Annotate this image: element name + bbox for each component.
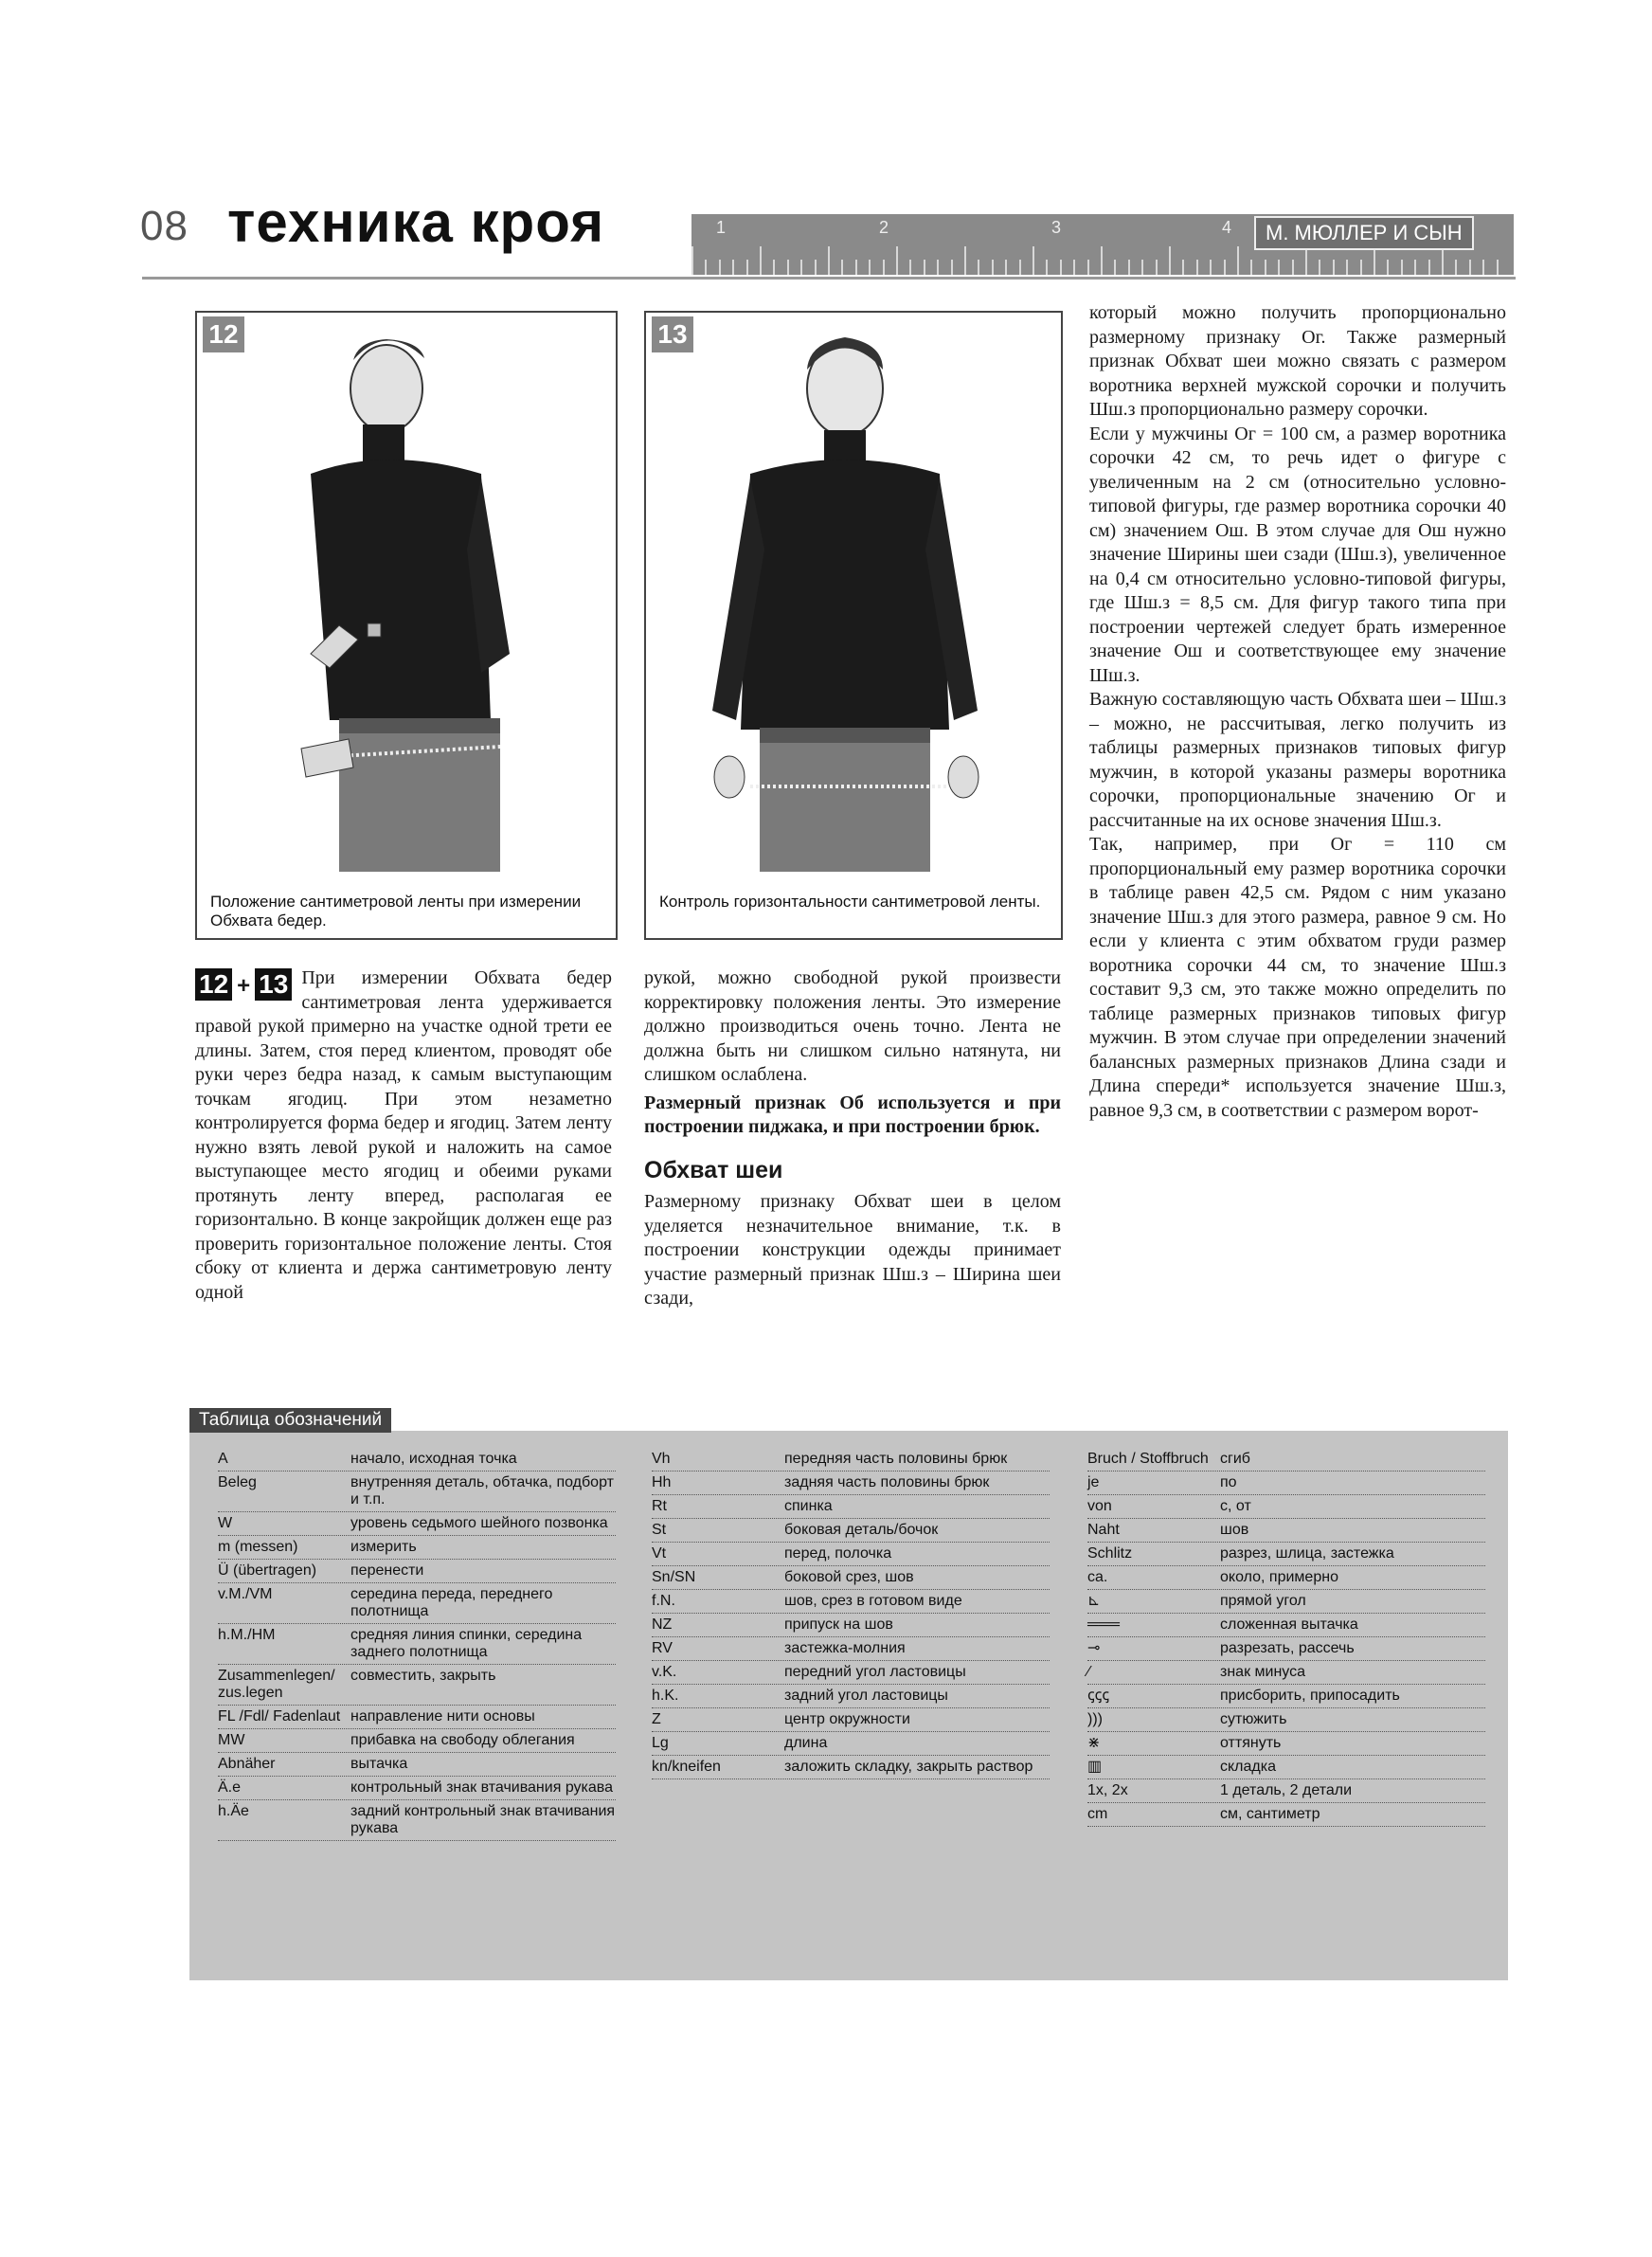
plus-sign: + (237, 973, 251, 999)
paragraph: Размерному признаку Обхват шеи в целом уделяется незначительное внимание, т.к. в построении конструкции одежды принимает участие размерный признак Шш.з – Ширина шеи сзади, (644, 1191, 1061, 1309)
legend-value: центр окружности (784, 1711, 910, 1727)
ruler-tick (1237, 246, 1239, 275)
legend-key: Abnäher (218, 1756, 276, 1772)
legend-value: передний угол ластовицы (784, 1664, 966, 1680)
figure-caption: Положение сантиметровой ленты при измерении Обхвата бедер. (210, 893, 582, 930)
legend-value: оттянуть (1220, 1735, 1282, 1751)
text-column-1 (195, 966, 612, 1305)
legend-row (1087, 1590, 1485, 1614)
legend-row (1087, 1661, 1485, 1685)
legend-key: je (1087, 1474, 1100, 1490)
ruler-tick (964, 246, 966, 275)
legend-row (1087, 1779, 1485, 1803)
ruler-tick (1374, 246, 1375, 275)
ruler-tick (1333, 260, 1335, 275)
legend-key: Schlitz (1087, 1545, 1133, 1562)
ruler-tick (1019, 260, 1021, 275)
legend-row (218, 1560, 616, 1583)
legend-value: разрез, шлица, застежка (1220, 1545, 1394, 1562)
ruler-tick (719, 260, 721, 275)
ruler-tick (1360, 260, 1362, 275)
legend-row (652, 1685, 1050, 1708)
ruler-tick (1265, 260, 1266, 275)
ruler-tick (1046, 260, 1048, 275)
legend-row (652, 1566, 1050, 1590)
legend-value: длина (784, 1735, 828, 1751)
section-heading: Обхват шеи (644, 1156, 783, 1183)
legend-value: разрезать, рассечь (1220, 1640, 1355, 1656)
legend-symbol-icon: ⊸ (1087, 1640, 1101, 1656)
legend-value: задняя часть половины брюк (784, 1474, 990, 1490)
ruler-tick (1292, 260, 1294, 275)
legend-value: спинка (784, 1498, 833, 1514)
legend-value: измерить (350, 1539, 417, 1555)
figure-12 (195, 311, 618, 940)
legend-symbol-icon: ═══ (1087, 1616, 1121, 1633)
legend-title: Таблица обозначений (189, 1408, 391, 1433)
ruler-tick (1114, 260, 1116, 275)
ruler-tick (1305, 246, 1307, 275)
figure-13-illustration (646, 313, 1061, 881)
legend-value: застежка-молния (784, 1640, 906, 1656)
paragraph: рукой, можно свободной рукой произвести корректировку положения ленты. Это измерение должно производиться очень точно. Лента не должна быть ни слишком сильно натянута, ни слишком ослаблена. (644, 967, 1061, 1085)
legend-key: Vh (652, 1451, 671, 1467)
legend-key: cm (1087, 1806, 1108, 1822)
legend-symbol-icon: ⋇ (1087, 1735, 1101, 1751)
legend-row (1087, 1614, 1485, 1637)
legend-row (218, 1448, 616, 1472)
ruler-tick (951, 260, 953, 275)
legend-key: Rt (652, 1498, 667, 1514)
legend-row (652, 1495, 1050, 1519)
ruler-tick (1128, 260, 1130, 275)
paragraph: При измерении Обхвата бедер сантиметровая лента удерживается правой рукой примерно на участке одной трети ее длины. Затем, стоя перед клиентом, проводят обе руки через бедра назад, к самым выступающим точкам ягодиц. При этом незаметно контролируется форма бедер и ягодиц. Затем ленту нужно взять левой рукой и наложить на самое выступающее место ягодиц и обеими руками протянуть ленту вперед, располагая ее горизонтально. В конце закройщик должен еще раз проверить горизонтальное положение ленты. Стоя сбоку от клиента и держа сантиметровую ленту одной (195, 967, 612, 1303)
ruler-tick (1442, 246, 1444, 275)
ruler-tick (1224, 260, 1226, 275)
ruler-tick (883, 260, 885, 275)
legend-key: St (652, 1522, 667, 1538)
ruler-tick (815, 260, 817, 275)
legend-row (652, 1472, 1050, 1495)
legend-row (652, 1543, 1050, 1566)
figure-12-illustration (197, 313, 616, 881)
legend-symbol-icon: ))) (1087, 1711, 1103, 1727)
ruler-tick (924, 260, 925, 275)
legend-key: Naht (1087, 1522, 1120, 1538)
legend-value: перед, полочка (784, 1545, 892, 1562)
ruler-tick (1073, 260, 1075, 275)
ruler-tick (1101, 246, 1103, 275)
legend-row (218, 1800, 616, 1841)
legend-row (218, 1536, 616, 1560)
figure-13 (644, 311, 1063, 940)
ruler-tick (909, 260, 911, 275)
ruler-tick (896, 246, 898, 275)
ruler-number: 4 (1222, 218, 1232, 237)
legend-value: с, от (1220, 1498, 1251, 1514)
legend-key: Beleg (218, 1474, 257, 1490)
legend-row (218, 1706, 616, 1729)
legend-value: середина переда, переднего полотнища (350, 1586, 553, 1619)
ruler-tick (1250, 260, 1252, 275)
ruler-tick (855, 260, 857, 275)
legend-key: Ä.e (218, 1779, 242, 1796)
text-column-3 (1089, 301, 1506, 1123)
legend-value: см, сантиметр (1220, 1806, 1320, 1822)
legend-key: Hh (652, 1474, 672, 1490)
legend-key: RV (652, 1640, 673, 1656)
legend-value: знак минуса (1220, 1664, 1306, 1680)
legend-value: шов, срез в готовом виде (784, 1593, 962, 1609)
legend-row (652, 1732, 1050, 1756)
legend-key: Ü (übertragen) (218, 1562, 317, 1579)
ruler-tick (992, 260, 994, 275)
legend-value: направление нити основы (350, 1708, 535, 1724)
ruler-tick (1278, 260, 1280, 275)
ruler-tick (800, 260, 802, 275)
figure-caption: Контроль горизонтальности сантиметровой ленты. (659, 893, 1041, 911)
legend-value: сутюжить (1220, 1711, 1287, 1727)
legend-row (652, 1614, 1050, 1637)
legend-row (218, 1624, 616, 1665)
ruler-tick (1032, 246, 1034, 275)
ruler-tick (1156, 260, 1158, 275)
legend-row (1087, 1519, 1485, 1543)
legend-row (1087, 1685, 1485, 1708)
legend-row (1087, 1448, 1485, 1472)
ruler-tick (691, 246, 693, 275)
ruler-tick (705, 260, 707, 275)
legend-key: f.N. (652, 1593, 675, 1609)
legend-row (218, 1753, 616, 1777)
legend-row (1087, 1637, 1485, 1661)
legend-value: вытачка (350, 1756, 408, 1772)
legend-row (218, 1665, 616, 1706)
ruler-tick (869, 260, 871, 275)
legend-value: прямой угол (1220, 1593, 1306, 1609)
legend-value: контрольный знак втачивания рукава (350, 1779, 613, 1796)
legend-key: von (1087, 1498, 1112, 1514)
legend-row (1087, 1756, 1485, 1779)
ruler-number: 2 (879, 218, 889, 237)
legend-row (218, 1777, 616, 1800)
ruler-tick (1196, 260, 1198, 275)
figure-badge: 13 (652, 316, 693, 352)
legend-key: Lg (652, 1735, 669, 1751)
legend-value: начало, исходная точка (350, 1451, 517, 1467)
ruler-tick (1401, 260, 1403, 275)
ruler-tick (732, 260, 734, 275)
ruler-tick (1210, 260, 1212, 275)
legend-row (218, 1472, 616, 1512)
legend-value: перенести (350, 1562, 424, 1579)
ruler-tick (1469, 260, 1471, 275)
ruler-tick (1497, 260, 1499, 275)
legend-column-2 (652, 1448, 1050, 1779)
legend-value: складка (1220, 1759, 1276, 1775)
publisher-label: М. МЮЛЛЕР И СЫН (1254, 216, 1474, 250)
legend-key: ca. (1087, 1569, 1108, 1585)
legend-row (1087, 1708, 1485, 1732)
figure-ref-badge: 12 (195, 968, 232, 1001)
legend-row (652, 1590, 1050, 1614)
bold-paragraph: Размерный признак Об используется и при построении пиджака, и при построении брюк. (644, 1092, 1061, 1137)
page-title: техника кроя (227, 190, 605, 254)
legend-row (1087, 1495, 1485, 1519)
legend-column-3 (1087, 1448, 1485, 1827)
legend-value: внутренняя деталь, обтачка, подборт и т.п. (350, 1474, 614, 1508)
ruler-tick (978, 260, 979, 275)
ruler-number: 3 (1051, 218, 1062, 237)
legend-value: средняя линия спинки, середина заднего полотнища (350, 1627, 583, 1660)
legend-value: шов (1220, 1522, 1249, 1538)
ruler-tick (1428, 260, 1430, 275)
legend-value: присборить, припосадить (1220, 1688, 1400, 1704)
ruler-tick (773, 260, 775, 275)
legend-row (652, 1756, 1050, 1779)
legend-key: kn/kneifen (652, 1759, 721, 1775)
legend-row (1087, 1566, 1485, 1590)
paragraph: Если у мужчины Ог = 100 см, а размер воротника сорочки 42 см, то речь идет о фигуре с увеличенным на 2 см (относительно условно-типовой фигуры, где размер воротника сорочки 40 см) значением Ош. В этом случае для Ош нужно значение Ширины шеи сзади (Шш.з), увеличенное на 0,4 см относительно условно-типовой фигуры, где Шш.з = 8,5 см. Для фигур такого типа при построении чертежей следует брать измеренное значение Ош и соответствующее ему значение Шш.з. (1089, 423, 1506, 686)
legend-key: Z (652, 1711, 661, 1727)
legend-row (1087, 1543, 1485, 1566)
legend-key: NZ (652, 1616, 673, 1633)
legend-value: прибавка на свободу облегания (350, 1732, 575, 1748)
ruler-tick (1182, 260, 1184, 275)
legend-value: по (1220, 1474, 1237, 1490)
ruler-tick (1319, 260, 1320, 275)
legend-value: задний угол ластовицы (784, 1688, 948, 1704)
legend-key: W (218, 1515, 233, 1531)
legend-key: 1x, 2x (1087, 1782, 1128, 1798)
ruler-tick (1141, 260, 1143, 275)
page-number: 08 (140, 203, 189, 249)
ruler-tick (1060, 260, 1062, 275)
legend-key: m (messen) (218, 1539, 298, 1555)
legend-row (652, 1519, 1050, 1543)
legend-row (652, 1708, 1050, 1732)
legend-key: Zusammenlegen/ zus.legen (218, 1668, 335, 1701)
legend-column-1 (218, 1448, 616, 1841)
ruler-tick (746, 260, 748, 275)
header-divider (142, 277, 1516, 280)
legend-value: около, примерно (1220, 1569, 1338, 1585)
legend-row (1087, 1732, 1485, 1756)
legend-key: MW (218, 1732, 245, 1748)
legend-key: h.M./HM (218, 1627, 276, 1643)
legend-value: передняя часть половины брюк (784, 1451, 1008, 1467)
legend-value: уровень седьмого шейного позвонка (350, 1515, 608, 1531)
legend-value: припуск на шов (784, 1616, 893, 1633)
legend-value: боковая деталь/бочок (784, 1522, 939, 1538)
legend-row (1087, 1803, 1485, 1827)
legend-value: задний контрольный знак втачивания рукава (350, 1803, 616, 1836)
legend-key: v.K. (652, 1664, 677, 1680)
ruler-tick (1346, 260, 1348, 275)
figure-reference (195, 968, 292, 1001)
ruler-tick (937, 260, 939, 275)
paragraph: Важную составляющую часть Обхвата шеи – Шш.з – можно, не рассчитывая, легко получить из таблицы размерных признаков типовых фигур мужчин, в которой указаны размеры воротника сорочки, пропорциональные значению Ог и рассчитанные на их основе значения Шш.з. (1089, 689, 1506, 831)
legend-symbol-icon: ▥ (1087, 1759, 1103, 1775)
legend-value: сгиб (1220, 1451, 1250, 1467)
ruler-tick (1455, 260, 1457, 275)
figure-ref-badge: 13 (255, 968, 292, 1001)
legend-row (218, 1583, 616, 1624)
ruler-tick (1414, 260, 1416, 275)
paragraph: который можно получить пропорционально размерному признаку Ог. Также размерный признак Обхват шеи можно связать с размером воротника верхней мужской сорочки и получить Шш.з пропорционально размеру сорочки. (1089, 302, 1506, 420)
legend-key: A (218, 1451, 228, 1467)
legend-symbol-icon: ⁄ (1087, 1664, 1090, 1680)
legend-key: FL /Fdl/ Fadenlaut (218, 1708, 341, 1724)
legend-row (218, 1512, 616, 1536)
ruler-tick (841, 260, 843, 275)
legend-row (218, 1729, 616, 1753)
ruler-tick (787, 260, 789, 275)
legend-value: 1 деталь, 2 детали (1220, 1782, 1353, 1798)
legend-row (652, 1637, 1050, 1661)
legend-symbol-icon: ꞔꞔꞔ (1087, 1688, 1110, 1704)
legend-row (652, 1661, 1050, 1685)
paragraph: Так, например, при Ог = 110 см пропорциональный ему размер воротника сорочки в таблице равен 42,5 см. Рядом с ним указано значение Шш.з для этого размера, равное 9 см. Но если у клиента с этим обхватом груди размер воротника сорочки 44 см, то значение Шш.з составит 9,3 см, это также можно определить по таблице размерных признаков типовых фигур мужчин. В этом случае при определении значений балансных размерных признаков Длина сзади и Длина спереди* используется значение Шш.з, равное 9,3 см, в соответствии с размером ворот- (1089, 834, 1506, 1121)
legend-key: Bruch / Stoffbruch (1087, 1451, 1209, 1467)
legend-value: боковой срез, шов (784, 1569, 914, 1585)
ruler-number: 1 (716, 218, 727, 237)
ruler-tick (1482, 260, 1484, 275)
legend-key: Vt (652, 1545, 667, 1562)
legend-key: h.Äe (218, 1803, 249, 1819)
ruler-tick (1169, 246, 1171, 275)
legend-row (652, 1448, 1050, 1472)
legend-symbol-icon: ⊾ (1087, 1593, 1101, 1609)
legend-value: сложенная вытачка (1220, 1616, 1358, 1633)
legend-key: h.K. (652, 1688, 679, 1704)
legend-table (189, 1431, 1508, 1980)
figure-badge: 12 (203, 316, 244, 352)
legend-key: Sn/SN (652, 1569, 696, 1585)
legend-value: заложить складку, закрыть раствор (784, 1759, 1033, 1775)
legend-row (1087, 1472, 1485, 1495)
legend-key: v.M./VM (218, 1586, 273, 1602)
text-column-2 (644, 966, 1061, 1311)
ruler-tick (1387, 260, 1389, 275)
ruler-tick (1087, 260, 1089, 275)
ruler-tick (760, 246, 762, 275)
ruler-tick (828, 246, 830, 275)
legend-value: совместить, закрыть (350, 1668, 496, 1684)
ruler-tick (1005, 260, 1007, 275)
